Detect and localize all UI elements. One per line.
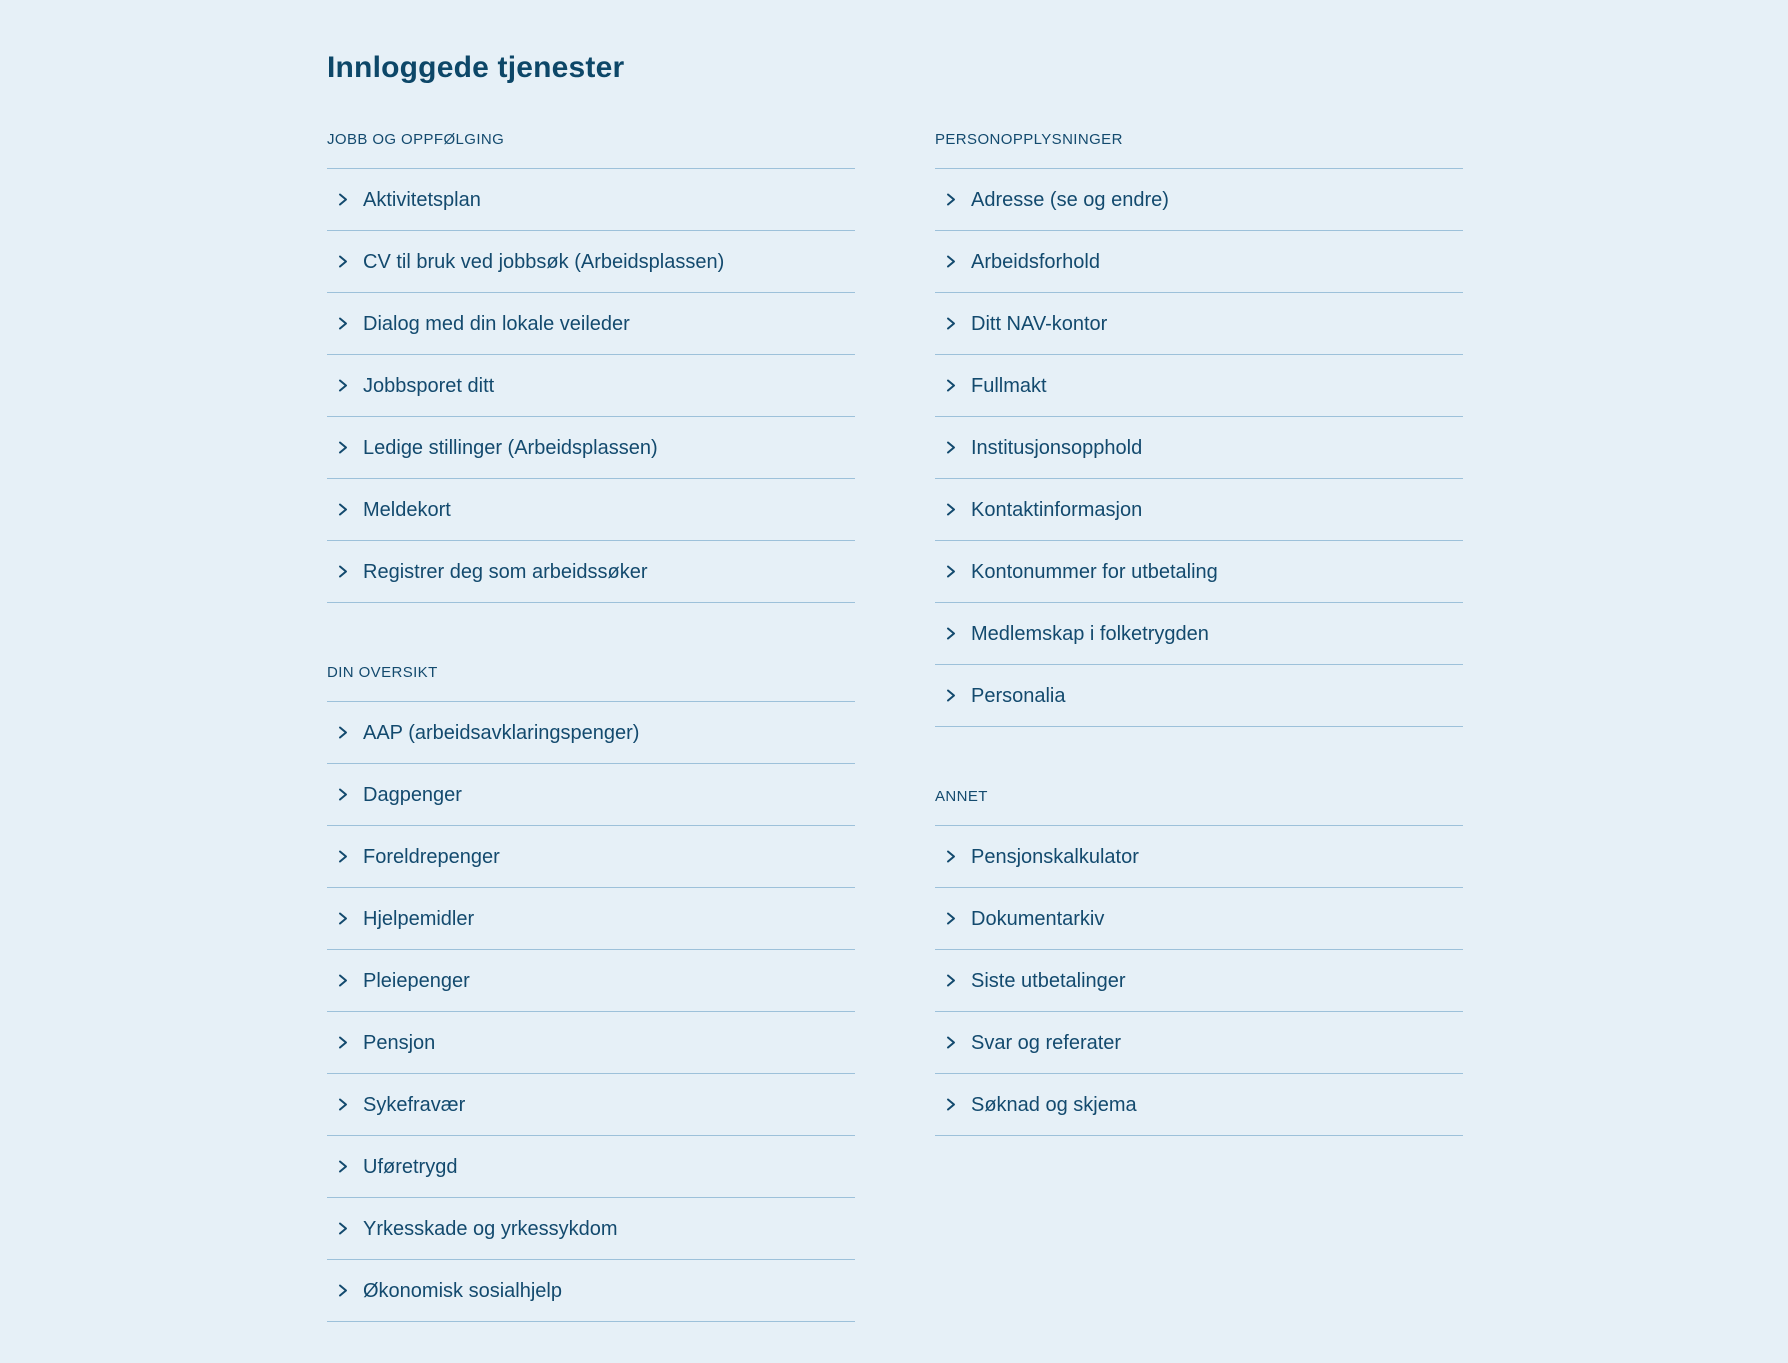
list-item — [327, 1198, 855, 1260]
service-link-medlemskap-i-folketrygden[interactable] — [935, 603, 1463, 664]
service-link-jobbsporet-ditt[interactable] — [327, 355, 855, 416]
chevron-right-icon — [337, 378, 350, 393]
service-link-label: Kontonummer for utbetaling — [971, 560, 1218, 583]
column-right — [935, 130, 1463, 1136]
list-item — [327, 702, 855, 764]
list-item — [327, 826, 855, 888]
chevron-right-icon — [337, 316, 350, 331]
list-item — [327, 1012, 855, 1074]
list-item — [327, 1260, 855, 1322]
list-item — [935, 1012, 1463, 1074]
service-link-label: Sykefravær — [363, 1093, 466, 1116]
service-link-ledige-stillinger-arbeidsplassen[interactable] — [327, 417, 855, 478]
service-link-sykefravaer[interactable] — [327, 1074, 855, 1135]
service-link-label: Aktivitetsplan — [363, 188, 481, 211]
service-link-label: Fullmakt — [971, 374, 1047, 397]
service-link-label: Arbeidsforhold — [971, 250, 1100, 273]
chevron-right-icon — [337, 1035, 350, 1050]
service-link-label: Svar og referater — [971, 1031, 1122, 1054]
chevron-right-icon — [945, 316, 958, 331]
service-link-label: Yrkesskade og yrkessykdom — [363, 1217, 618, 1240]
service-link-label: Jobbsporet ditt — [363, 374, 495, 397]
chevron-right-icon — [945, 378, 958, 393]
list-item — [327, 417, 855, 479]
chevron-right-icon — [945, 1097, 958, 1112]
service-link-kontaktinformasjon[interactable] — [935, 479, 1463, 540]
service-link-ditt-nav-kontor[interactable] — [935, 293, 1463, 354]
service-link-label: Meldekort — [363, 498, 451, 521]
service-list — [935, 168, 1463, 727]
service-link-label: Siste utbetalinger — [971, 969, 1126, 992]
chevron-right-icon — [337, 787, 350, 802]
chevron-right-icon — [337, 502, 350, 517]
list-item — [935, 541, 1463, 603]
service-link-label: Personalia — [971, 684, 1066, 707]
chevron-right-icon — [337, 564, 350, 579]
services-columns — [327, 130, 1788, 1322]
service-link-pensjon[interactable] — [327, 1012, 855, 1073]
service-link-label: AAP (arbeidsavklaringspenger) — [363, 721, 640, 744]
service-link-yrkesskade-og-yrkessykdom[interactable] — [327, 1198, 855, 1259]
chevron-right-icon — [337, 254, 350, 269]
service-list — [327, 168, 855, 603]
service-link-label: Pleiepenger — [363, 969, 470, 992]
service-link-label: Uføretrygd — [363, 1155, 458, 1178]
chevron-right-icon — [337, 1159, 350, 1174]
service-link-registrer-deg-som-arbeidssoker[interactable] — [327, 541, 855, 602]
service-link-foreldrepenger[interactable] — [327, 826, 855, 887]
list-item — [935, 665, 1463, 727]
service-link-label: Foreldrepenger — [363, 845, 500, 868]
chevron-right-icon — [945, 254, 958, 269]
service-link-label: Søknad og skjema — [971, 1093, 1137, 1116]
list-item — [327, 293, 855, 355]
service-link-label: Ditt NAV-kontor — [971, 312, 1108, 335]
service-link-aktivitetsplan[interactable] — [327, 169, 855, 230]
service-link-label: Pensjon — [363, 1031, 436, 1054]
service-link-label: Kontaktinformasjon — [971, 498, 1143, 521]
service-link-pensjonskalkulator[interactable] — [935, 826, 1463, 887]
service-link-arbeidsforhold[interactable] — [935, 231, 1463, 292]
chevron-right-icon — [337, 911, 350, 926]
chevron-right-icon — [945, 849, 958, 864]
list-item — [327, 888, 855, 950]
service-link-hjelpemidler[interactable] — [327, 888, 855, 949]
chevron-right-icon — [945, 973, 958, 988]
chevron-right-icon — [337, 1097, 350, 1112]
list-item — [935, 950, 1463, 1012]
list-item — [935, 293, 1463, 355]
chevron-right-icon — [945, 502, 958, 517]
chevron-right-icon — [337, 192, 350, 207]
section-heading: JOBB OG OPPFØLGING — [327, 131, 505, 148]
service-link-soknad-og-skjema[interactable] — [935, 1074, 1463, 1135]
service-link-label: Dokumentarkiv — [971, 907, 1105, 930]
chevron-right-icon — [945, 911, 958, 926]
service-link-aap-arbeidsavklaringspenger[interactable] — [327, 702, 855, 763]
chevron-right-icon — [337, 1221, 350, 1236]
chevron-right-icon — [945, 688, 958, 703]
service-link-dagpenger[interactable] — [327, 764, 855, 825]
service-link-label: Økonomisk sosialhjelp — [363, 1279, 562, 1302]
list-item — [935, 169, 1463, 231]
list-item — [935, 603, 1463, 665]
list-item — [327, 1136, 855, 1198]
service-link-dokumentarkiv[interactable] — [935, 888, 1463, 949]
list-item — [935, 479, 1463, 541]
service-link-label: CV til bruk ved jobbsøk (Arbeidsplassen) — [363, 250, 725, 273]
service-link-label: Ledige stillinger (Arbeidsplassen) — [363, 436, 658, 459]
section-heading: ANNET — [935, 788, 988, 805]
chevron-right-icon — [337, 440, 350, 455]
section-heading: DIN OVERSIKT — [327, 664, 438, 681]
list-item — [935, 231, 1463, 293]
section-heading: PERSONOPPLYSNINGER — [935, 131, 1123, 148]
service-link-uforetrygd[interactable] — [327, 1136, 855, 1197]
service-link-dialog-med-din-lokale-veileder[interactable] — [327, 293, 855, 354]
list-item — [935, 826, 1463, 888]
list-item — [327, 231, 855, 293]
service-link-siste-utbetalinger[interactable] — [935, 950, 1463, 1011]
service-link-institusjonsopphold[interactable] — [935, 417, 1463, 478]
service-link-label: Medlemskap i folketrygden — [971, 622, 1209, 645]
chevron-right-icon — [945, 192, 958, 207]
service-link-label: Dagpenger — [363, 783, 462, 806]
list-item — [327, 169, 855, 231]
section-personopplysninger — [935, 130, 1463, 727]
service-link-svar-og-referater[interactable] — [935, 1012, 1463, 1073]
list-item — [935, 417, 1463, 479]
service-link-label: Adresse (se og endre) — [971, 188, 1169, 211]
list-item — [327, 950, 855, 1012]
service-link-label: Hjelpemidler — [363, 907, 475, 930]
service-list — [327, 701, 855, 1322]
section-annet — [935, 787, 1463, 1136]
chevron-right-icon — [337, 973, 350, 988]
service-link-pleiepenger[interactable] — [327, 950, 855, 1011]
list-item — [327, 541, 855, 603]
service-link-label: Pensjonskalkulator — [971, 845, 1139, 868]
service-link-label: Institusjonsopphold — [971, 436, 1143, 459]
chevron-right-icon — [945, 626, 958, 641]
service-link-okonomisk-sosialhjelp[interactable] — [327, 1260, 855, 1321]
service-link-personalia[interactable] — [935, 665, 1463, 726]
chevron-right-icon — [945, 564, 958, 579]
service-link-kontonummer-for-utbetaling[interactable] — [935, 541, 1463, 602]
page-title: Innloggede tjenester — [327, 51, 625, 84]
chevron-right-icon — [337, 725, 350, 740]
list-item — [327, 479, 855, 541]
list-item — [327, 355, 855, 417]
service-link-meldekort[interactable] — [327, 479, 855, 540]
list-item — [327, 764, 855, 826]
chevron-right-icon — [945, 1035, 958, 1050]
service-link-cv-til-bruk-ved-jobbsok-arbeidsplassen[interactable] — [327, 231, 855, 292]
section-din-oversikt — [327, 663, 855, 1322]
service-link-label: Dialog med din lokale veileder — [363, 312, 630, 335]
service-list — [935, 825, 1463, 1136]
chevron-right-icon — [337, 849, 350, 864]
list-item — [935, 355, 1463, 417]
service-link-fullmakt[interactable] — [935, 355, 1463, 416]
service-link-label: Registrer deg som arbeidssøker — [363, 560, 648, 583]
list-item — [327, 1074, 855, 1136]
service-link-adresse-se-og-endre[interactable] — [935, 169, 1463, 230]
column-left — [327, 130, 855, 1322]
chevron-right-icon — [337, 1283, 350, 1298]
section-jobb-og-oppfolging — [327, 130, 855, 603]
list-item — [935, 888, 1463, 950]
list-item — [935, 1074, 1463, 1136]
chevron-right-icon — [945, 440, 958, 455]
